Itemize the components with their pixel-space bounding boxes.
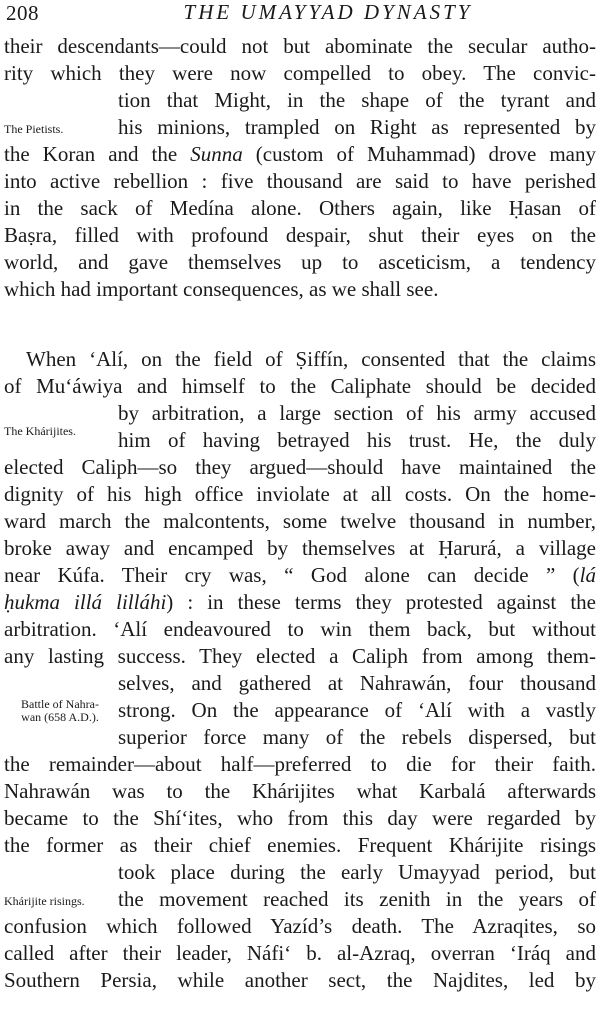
text-line: rity which they were now compelled to obey. The convic- bbox=[4, 61, 596, 85]
margin-note-line: Battle of Nahra- bbox=[21, 697, 99, 711]
text-line bbox=[4, 141, 596, 167]
text-line: tion that Might, in the shape of the tyrant and bbox=[118, 88, 596, 112]
italic-term: Sunna bbox=[190, 142, 243, 166]
text-line: elected Caliph—so they argued—should have maintained the bbox=[4, 455, 596, 479]
text-line: the former as their chief enemies. Frequent Khárijite risings bbox=[4, 833, 596, 857]
italic-term: ḥukma illá lilláhi bbox=[4, 590, 167, 614]
text-line: selves, and gathered at Nahrawán, four thousand bbox=[118, 671, 596, 695]
text-line: became to the Shí‘ites, who from this day were regarded by bbox=[4, 806, 596, 830]
margin-note-risings: Khárijite risings. bbox=[4, 894, 85, 908]
text-line: him of having betrayed his trust. He, the duly bbox=[118, 428, 596, 452]
text-line: took place during the early Umayyad period, but bbox=[118, 860, 596, 884]
text-span: the Koran and the bbox=[4, 142, 191, 166]
text-span: ) : in these terms they protested against the bbox=[166, 590, 596, 614]
text-line: When ‘Alí, on the field of Ṣiffín, consented that the claims bbox=[26, 347, 596, 371]
text-line: arbitration. ‘Alí endeavoured to win them back, but without bbox=[4, 617, 596, 641]
text-line bbox=[4, 562, 596, 588]
running-head: THE UMAYYAD DYNASTY bbox=[183, 0, 473, 24]
text-line: by arbitration, a large section of his army accused bbox=[118, 401, 596, 425]
margin-note-line: wan (658 A.D.). bbox=[21, 710, 99, 724]
margin-note-battle bbox=[4, 698, 116, 724]
text-line: in the sack of Medína alone. Others again, like Ḥasan of bbox=[4, 196, 596, 220]
text-line: broke away and encamped by themselves at Ḥarurá, a village bbox=[4, 536, 596, 560]
text-line: of Mu‘áwiya and himself to the Caliphate should be decided bbox=[4, 374, 596, 398]
text-line: called after their leader, Náfi‘ b. al-Azraq, overran ‘Iráq and bbox=[4, 941, 596, 965]
text-span: near Kúfa. Their cry was, “ God alone can decide ” ( bbox=[4, 563, 580, 587]
text-line: into active rebellion : five thousand are said to have perished bbox=[4, 169, 596, 193]
text-line: his minions, trampled on Right as represented by bbox=[118, 115, 596, 139]
text-span: (custom of Muhammad) drove many bbox=[242, 142, 596, 166]
margin-note-kharijites: The Khárijites. bbox=[4, 424, 76, 438]
text-line: superior force many of the rebels dispersed, but bbox=[118, 725, 596, 749]
text-line: Southern Persia, while another sect, the Najdites, led by bbox=[4, 968, 596, 992]
italic-term: lá bbox=[579, 563, 596, 587]
text-line: the remainder—about half—preferred to die for their faith. bbox=[4, 752, 596, 776]
text-line: ward march the malcontents, some twelve thousand in number, bbox=[4, 509, 596, 533]
text-line: which had important consequences, as we shall see. bbox=[4, 277, 439, 301]
text-line: the movement reached its zenith in the years of bbox=[118, 887, 596, 911]
text-line: strong. On the appearance of ‘Alí with a vastly bbox=[118, 698, 596, 722]
text-line: Baṣra, filled with profound despair, shut their eyes on the bbox=[4, 223, 596, 247]
text-line: dignity of his high office inviolate at all costs. On the home- bbox=[4, 482, 596, 506]
text-line: world, and gave themselves up to asceticism, a tendency bbox=[4, 250, 596, 274]
text-line: confusion which followed Yazíd’s death. The Azraqites, so bbox=[4, 914, 596, 938]
text-line: Nahrawán was to the Khárijites what Karbalá afterwards bbox=[4, 779, 596, 803]
page-number: 208 bbox=[6, 1, 39, 25]
text-line: any lasting success. They elected a Caliph from among them- bbox=[4, 644, 596, 668]
margin-note-pietists: The Pietists. bbox=[4, 122, 64, 136]
page-header bbox=[0, 0, 600, 28]
text-line bbox=[4, 589, 596, 615]
text-line: their descendants—could not but abominate the secular autho- bbox=[4, 34, 596, 58]
